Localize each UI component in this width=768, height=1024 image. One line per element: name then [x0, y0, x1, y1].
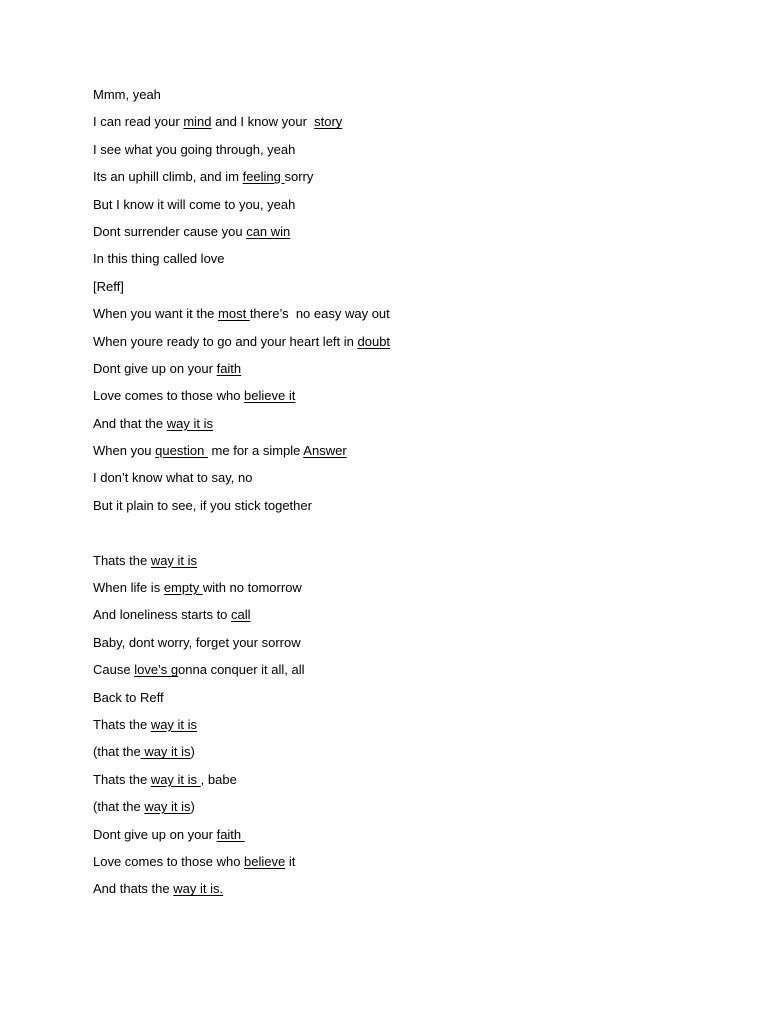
- text-run: Cause: [93, 662, 135, 678]
- lyric-line: [93, 250, 693, 277]
- text-run: When you: [93, 443, 156, 459]
- lyric-line: [93, 305, 693, 332]
- text-run: me for a simple: [207, 443, 304, 459]
- lyric-line: [93, 387, 693, 414]
- underlined-text: call: [231, 607, 251, 623]
- lyric-line: [93, 469, 693, 496]
- text-run: sorry: [284, 169, 314, 185]
- lyric-line: [93, 278, 693, 305]
- lyrics-text-block: [93, 86, 693, 908]
- text-run: Its an uphill climb, and im: [93, 169, 243, 185]
- lyric-line: [93, 333, 693, 360]
- lyric-line: [93, 716, 693, 743]
- underlined-text: question: [155, 443, 208, 459]
- lyric-line: [93, 360, 693, 387]
- underlined-text: way it is: [150, 716, 198, 732]
- lyric-line: [93, 661, 693, 688]
- text-run: Thats the: [93, 716, 151, 732]
- text-run: And that the: [93, 415, 167, 431]
- text-run: When you want it the: [93, 306, 219, 322]
- text-run: Dont surrender cause you: [93, 223, 247, 239]
- lyric-line: [93, 552, 693, 579]
- underlined-text: love’s g: [134, 662, 179, 678]
- underlined-text: way it is: [144, 799, 191, 815]
- lyric-line: [93, 880, 693, 907]
- lyric-line: [93, 743, 693, 770]
- text-run: Back to Reff: [93, 689, 164, 705]
- lyric-line: [93, 415, 693, 442]
- lyric-line: [93, 223, 693, 250]
- underlined-text: story: [314, 114, 343, 130]
- text-run: (that the: [93, 744, 141, 760]
- text-run: with no tomorrow: [202, 580, 302, 596]
- text-run: it: [285, 853, 296, 869]
- text-run: But it plain to see, if you stick together: [93, 497, 312, 513]
- text-run: Baby, dont worry, forget your sorrow: [93, 634, 301, 650]
- text-run: ): [190, 799, 195, 815]
- text-run: When life is: [93, 580, 164, 596]
- underlined-text: Answer: [303, 443, 347, 459]
- text-run: Thats the: [93, 771, 151, 787]
- underlined-text: believe it: [244, 388, 296, 404]
- text-run: When youre ready to go and your heart left in: [93, 333, 358, 349]
- lyric-line: [93, 771, 693, 798]
- lyric-line: [93, 579, 693, 606]
- lyric-line: [93, 86, 693, 113]
- blank-line: [93, 524, 693, 551]
- lyric-line: [93, 689, 693, 716]
- lyric-line: [93, 168, 693, 195]
- underlined-text: way it is: [140, 744, 191, 760]
- underlined-text: faith: [216, 826, 245, 842]
- text-run: Love comes to those who: [93, 853, 245, 869]
- lyric-line: [93, 497, 693, 524]
- text-run: Love comes to those who: [93, 388, 245, 404]
- underlined-text: mind: [183, 114, 212, 130]
- underlined-text: doubt: [357, 333, 391, 349]
- text-run: (that the: [93, 799, 145, 815]
- lyric-line: [93, 826, 693, 853]
- text-run: I see what you going through, yeah: [93, 141, 296, 157]
- text-run: I don’t know what to say, no: [93, 470, 253, 486]
- text-run: [Reff]: [93, 278, 124, 294]
- text-run: In this thing called love: [93, 251, 225, 267]
- underlined-text: way it is: [150, 771, 201, 787]
- text-run: ): [190, 744, 195, 760]
- lyric-line: [93, 798, 693, 825]
- lyric-line: [93, 634, 693, 661]
- lyric-line: [93, 113, 693, 140]
- text-run: And loneliness starts to: [93, 607, 232, 623]
- underlined-text: faith: [216, 360, 242, 376]
- text-run: , babe: [200, 771, 237, 787]
- text-run: and I know your: [211, 114, 315, 130]
- text-run: there’s no easy way out: [249, 306, 390, 322]
- underlined-text: way it is.: [173, 881, 224, 897]
- underlined-text: most: [218, 306, 250, 322]
- text-run: onna conquer it all, all: [178, 662, 305, 678]
- lyric-line: [93, 141, 693, 168]
- text-run: Thats the: [93, 552, 151, 568]
- underlined-text: empty: [163, 580, 203, 596]
- underlined-text: way it is: [166, 415, 213, 431]
- lyric-line: [93, 853, 693, 880]
- text-run: But I know it will come to you, yeah: [93, 196, 296, 212]
- text-run: I can read your: [93, 114, 184, 130]
- lyric-line: [93, 606, 693, 633]
- underlined-text: can win: [246, 223, 291, 239]
- underlined-text: way it is: [150, 552, 198, 568]
- text-run: Dont give up on your: [93, 360, 217, 376]
- underlined-text: feeling: [242, 169, 285, 185]
- text-run: And thats the: [93, 881, 174, 897]
- text-run: Mmm, yeah: [93, 87, 161, 102]
- lyric-line: [93, 196, 693, 223]
- underlined-text: believe: [244, 853, 286, 869]
- lyric-line: [93, 442, 693, 469]
- text-run: Dont give up on your: [93, 826, 217, 842]
